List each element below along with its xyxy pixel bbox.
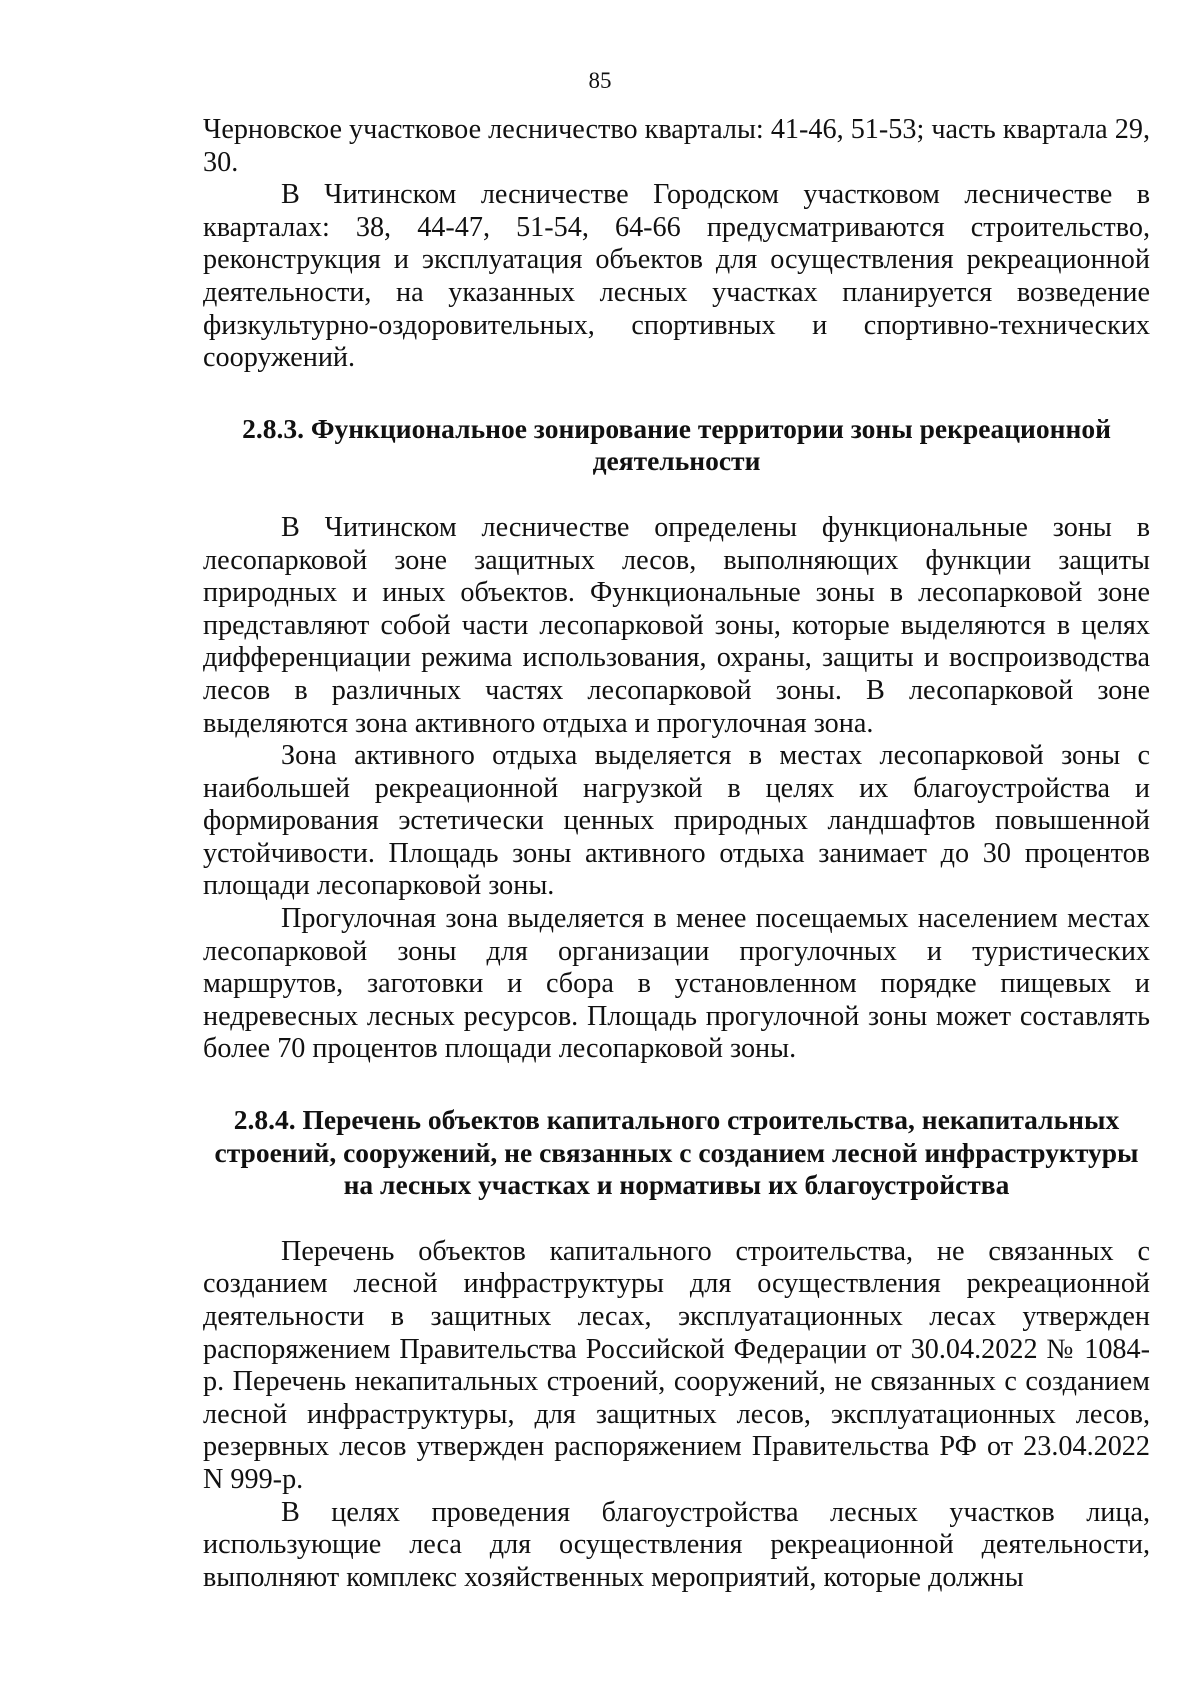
- paragraph-walking-zone: Прогулочная зона выделяется в менее посещаемых населением местах лесопарковой зоны для организации прогулочных и туристических маршрутов, заготовки и сбора в установленном порядке пищевых и недревесных лесных ресурсов. Площадь прогулочной зоны может составлять более 70 процентов площади лесопарковой зоны.: [203, 903, 1150, 1065]
- paragraph-chernovskoe: Черновское участковое лесничество кварталы: 41-46, 51-53; часть квартала 29, 30.: [203, 114, 1150, 178]
- paragraph-active-rest-zone: Зона активного отдыха выделяется в местах лесопарковой зоны с наибольшей рекреационной нагрузкой в целях их благоустройства и формирования эстетически ценных природных ландшафтов повышенной устойчивости. Площадь зоны активного отдыха занимает до 30 процентов площади лесопарковой зоны.: [203, 740, 1150, 902]
- paragraph-gorodskoe: В Читинском лесничестве Городском участковом лесничестве в кварталах: 38, 44-47, 51-54, 64-66 предусматриваются строительство, реконструкция и эксплуатация объектов для осуществления рекреационной деятельности, на указанных лесных участках планируется возведение физкультурно-оздоровительных, спортивных и спортивно-технических сооружений.: [203, 179, 1150, 374]
- section-heading-2-8-3: 2.8.3. Функциональное зонирование территории зоны рекреационной деятельности: [242, 412, 1111, 477]
- page-number: 85: [588, 68, 612, 93]
- paragraph-capital-objects-list: Перечень объектов капитального строительства, не связанных с созданием лесной инфраструктуры для осуществления рекреационной деятельности в защитных лесах, эксплуатационных лесах утвержден распоряжением Правительства Российской Федерации от 30.04.2022 № 1084-р. Перечень некапитальных строений, сооружений, не связанных с созданием лесной инфраструктуры, для защитных лесов, эксплуатационных лесов, резервных лесов утвержден распоряжением Правительства РФ от 23.04.2022 N 999-р.: [203, 1235, 1150, 1495]
- page-content: [203, 114, 1150, 1594]
- section-heading-2-8-4: 2.8.4. Перечень объектов капитального строительства, некапитальных строений, сооружений, не связанных с созданием лесной инфраструктуры на лесных участках и нормативы их благоустройства: [214, 1104, 1139, 1201]
- paragraph-landscaping-measures: В целях проведения благоустройства лесных участков лица, использующие леса для осуществления рекреационной деятельности, выполняют комплекс хозяйственных мероприятий, которые должны: [203, 1496, 1150, 1593]
- paragraph-functional-zones: В Читинском лесничестве определены функциональные зоны в лесопарковой зоне защитных лесов, выполняющих функции защиты природных и иных объектов. Функциональные зоны в лесопарковой зоне представляют собой части лесопарковой зоны, которые выделяются в целях дифференциации режима использования, охраны, защиты и воспроизводства лесов в различных частях лесопарковой зоны. В лесопарковой зоне выделяются зона активного отдыха и прогулочная зона.: [203, 511, 1150, 739]
